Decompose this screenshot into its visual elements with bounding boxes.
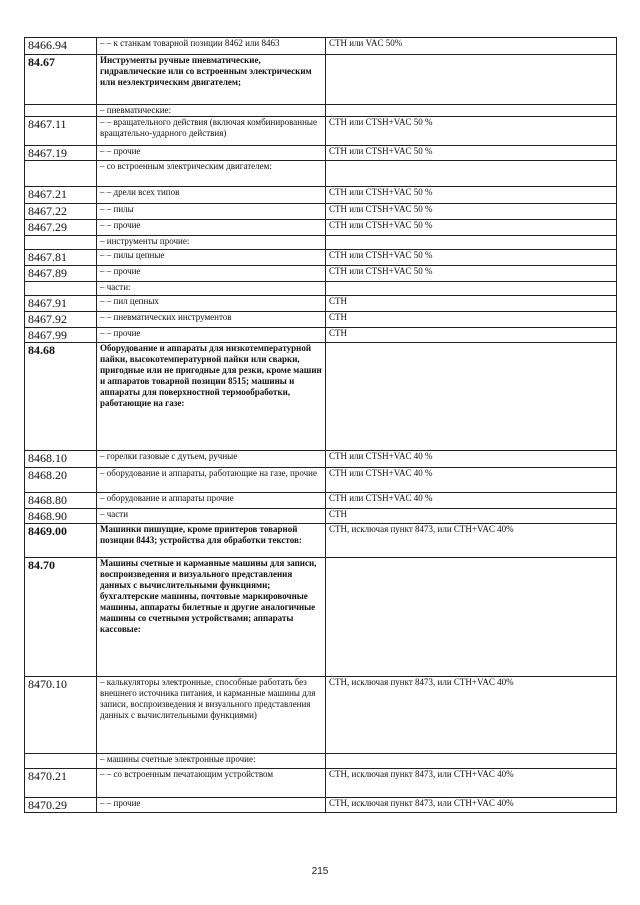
description-cell: – – прочие <box>97 328 326 343</box>
description-cell: – калькуляторы электронные, способные работать без внешнего источника питания, и карманные машины для записи, воспроизведения и визуального представления данных с вычислительными функциями) <box>97 677 326 754</box>
origin-rule-cell: CTH <box>326 509 617 524</box>
tariff-code-cell: 8467.81 <box>25 250 97 266</box>
origin-rule-cell: CTH или CTSH+VAC 50 % <box>326 266 617 282</box>
tariff-code-cell: 8467.29 <box>25 220 97 236</box>
table-row <box>25 769 617 798</box>
origin-rule-cell <box>326 754 617 769</box>
origin-rule-cell: CTH, исключая пункт 8473, или CTH+VAC 40% <box>326 524 617 558</box>
table-row <box>25 343 617 451</box>
tariff-code-cell: 8470.29 <box>25 798 97 813</box>
table-row <box>25 451 617 468</box>
origin-rule-cell: CTH или CTSH+VAC 40 % <box>326 451 617 468</box>
table-row <box>25 236 617 250</box>
tariff-code-cell: 8467.89 <box>25 266 97 282</box>
description-cell: – – пил цепных <box>97 296 326 312</box>
origin-rule-cell: CTH, исключая пункт 8473, или CTH+VAC 40% <box>326 677 617 754</box>
rules-of-origin-table <box>24 37 617 813</box>
tariff-code-cell <box>25 236 97 250</box>
tariff-code-cell: 8468.80 <box>25 493 97 509</box>
tariff-code-cell: 8470.21 <box>25 769 97 798</box>
tariff-code-cell: 8467.19 <box>25 146 97 161</box>
table-row <box>25 677 617 754</box>
description-cell: – – со встроенным печатающим устройством <box>97 769 326 798</box>
tariff-code-cell: 8468.90 <box>25 509 97 524</box>
origin-rule-cell: CTH или CTSH+VAC 50 % <box>326 117 617 146</box>
tariff-code-cell: 8466.94 <box>25 38 97 55</box>
tariff-code-cell: 8468.20 <box>25 468 97 493</box>
description-cell: – горелки газовые с дутьем, ручные <box>97 451 326 468</box>
table-row <box>25 509 617 524</box>
table-row <box>25 296 617 312</box>
table-row <box>25 754 617 769</box>
table-row <box>25 105 617 117</box>
origin-rule-cell <box>326 282 617 296</box>
description-cell: – – прочие <box>97 220 326 236</box>
description-cell: – машины счетные электронные прочие: <box>97 754 326 769</box>
tariff-code-cell <box>25 754 97 769</box>
tariff-code-cell <box>25 282 97 296</box>
description-cell: – оборудование и аппараты, работающие на газе, прочие <box>97 468 326 493</box>
table-row <box>25 117 617 146</box>
table-row <box>25 524 617 558</box>
origin-rule-cell: CTH или CTSH+VAC 40 % <box>326 468 617 493</box>
origin-rule-cell: CTH <box>326 312 617 328</box>
table-row <box>25 204 617 220</box>
origin-rule-cell: CTH или VAC 50% <box>326 38 617 55</box>
table-row <box>25 250 617 266</box>
tariff-code-cell: 84.68 <box>25 343 97 451</box>
table-row <box>25 328 617 343</box>
tariff-code-cell: 8467.91 <box>25 296 97 312</box>
description-cell: – оборудование и аппараты прочие <box>97 493 326 509</box>
tariff-code-cell <box>25 161 97 187</box>
description-cell: Инструменты ручные пневматические, гидравлические или со встроенным электрическим или неэлектрическим двигателем; <box>97 55 326 105</box>
description-cell: Оборудование и аппараты для низкотемпературной пайки, высокотемпературной пайки или сварки, пригодные или не пригодные для резки, кроме машин и аппаратов товарной позиции 8515; машины и аппараты для поверхностной термообработки, работающие на газе: <box>97 343 326 451</box>
tariff-code-cell: 8467.21 <box>25 187 97 204</box>
origin-rule-cell <box>326 558 617 677</box>
origin-rule-cell: CTH <box>326 328 617 343</box>
description-cell: – инструменты прочие: <box>97 236 326 250</box>
document-page <box>24 37 616 813</box>
table-row <box>25 312 617 328</box>
tariff-code-cell: 8467.11 <box>25 117 97 146</box>
description-cell: – – прочие <box>97 798 326 813</box>
origin-rule-cell: CTH или CTSH+VAC 50 % <box>326 146 617 161</box>
tariff-code-cell: 8467.22 <box>25 204 97 220</box>
description-cell: – – вращательного действия (включая комбинированные вращательно-ударного действия) <box>97 117 326 146</box>
description-cell: – – дрели всех типов <box>97 187 326 204</box>
description-cell: – части <box>97 509 326 524</box>
table-body <box>25 38 617 813</box>
table-row <box>25 38 617 55</box>
description-cell: – пневматические: <box>97 105 326 117</box>
origin-rule-cell: CTH или CTSH+VAC 50 % <box>326 250 617 266</box>
tariff-code-cell: 84.70 <box>25 558 97 677</box>
page-number: 215 <box>311 866 329 877</box>
origin-rule-cell: CTH <box>326 296 617 312</box>
tariff-code-cell <box>25 105 97 117</box>
tariff-code-cell: 8468.10 <box>25 451 97 468</box>
table-row <box>25 55 617 105</box>
origin-rule-cell: CTH или CTSH+VAC 50 % <box>326 220 617 236</box>
origin-rule-cell: CTH или CTSH+VAC 40 % <box>326 493 617 509</box>
origin-rule-cell: CTH или CTSH+VAC 50 % <box>326 204 617 220</box>
origin-rule-cell <box>326 55 617 105</box>
origin-rule-cell: CTH, исключая пункт 8473, или CTH+VAC 40% <box>326 769 617 798</box>
tariff-code-cell: 84.67 <box>25 55 97 105</box>
description-cell: – – пневматических инструментов <box>97 312 326 328</box>
table-row <box>25 798 617 813</box>
description-cell: Машинки пишущие, кроме принтеров товарной позиции 8443; устройства для обработки текстов: <box>97 524 326 558</box>
description-cell: – – пилы цепные <box>97 250 326 266</box>
description-cell: – – к станкам товарной позиции 8462 или 8463 <box>97 38 326 55</box>
table-row <box>25 220 617 236</box>
description-cell: – – прочие <box>97 146 326 161</box>
origin-rule-cell <box>326 161 617 187</box>
tariff-code-cell: 8467.92 <box>25 312 97 328</box>
origin-rule-cell: CTH или CTSH+VAC 50 % <box>326 187 617 204</box>
origin-rule-cell <box>326 105 617 117</box>
description-cell: Машины счетные и карманные машины для записи, воспроизведения и визуального представления данных с вычислительными функциями; бухгалтерские машины, почтовые маркировочные машины, аппараты билетные и другие аналогичные машины со счетными устройствами; аппараты кассовые: <box>97 558 326 677</box>
tariff-code-cell: 8470.10 <box>25 677 97 754</box>
table-row <box>25 187 617 204</box>
description-cell: – части: <box>97 282 326 296</box>
table-row <box>25 493 617 509</box>
description-cell: – – пилы <box>97 204 326 220</box>
tariff-code-cell: 8467.99 <box>25 328 97 343</box>
origin-rule-cell: CTH, исключая пункт 8473, или CTH+VAC 40% <box>326 798 617 813</box>
description-cell: – – прочие <box>97 266 326 282</box>
table-row <box>25 468 617 493</box>
description-cell: – со встроенным электрическим двигателем: <box>97 161 326 187</box>
origin-rule-cell <box>326 236 617 250</box>
origin-rule-cell <box>326 343 617 451</box>
table-row <box>25 266 617 282</box>
table-row <box>25 161 617 187</box>
table-row <box>25 146 617 161</box>
table-row <box>25 282 617 296</box>
table-row <box>25 558 617 677</box>
tariff-code-cell: 8469.00 <box>25 524 97 558</box>
